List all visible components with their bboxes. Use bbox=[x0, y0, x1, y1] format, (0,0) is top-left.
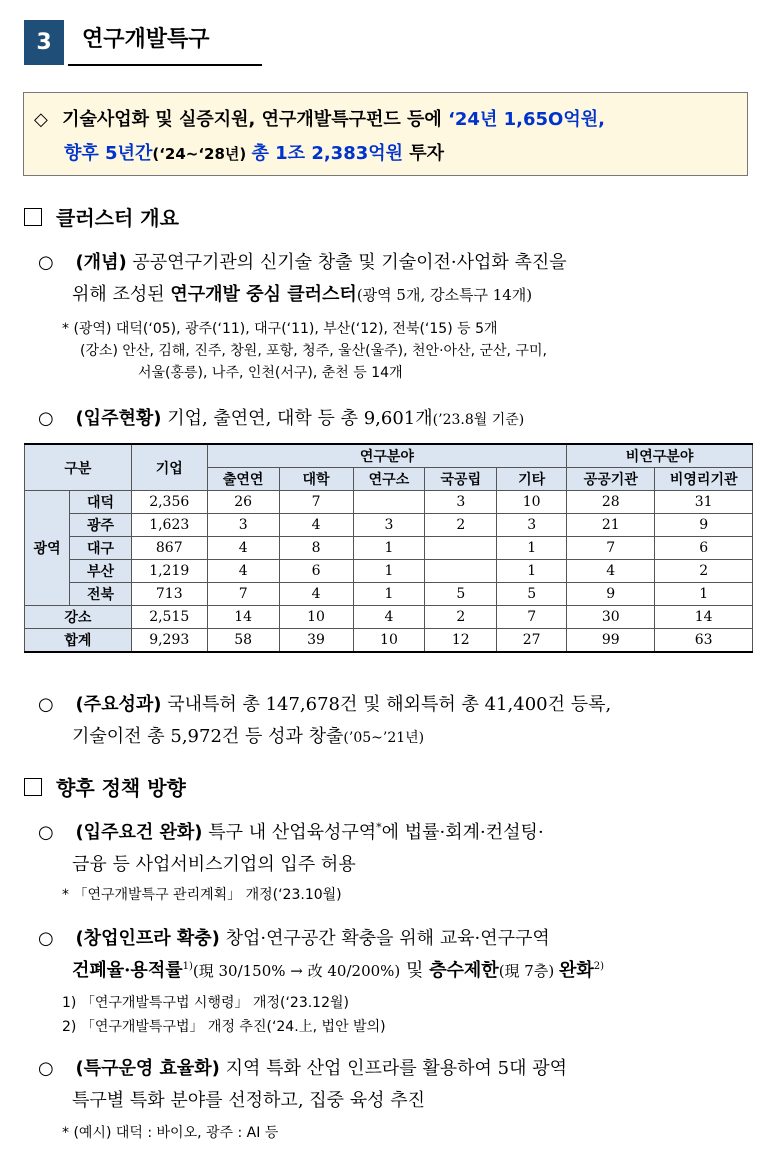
concept-line-1 bbox=[38, 248, 567, 274]
table-cell: 1 bbox=[497, 560, 567, 583]
table-cell: 4 bbox=[567, 560, 655, 583]
summary-text-2d: 투자 bbox=[403, 143, 445, 164]
table-cell: 8 bbox=[279, 537, 353, 560]
circle-bullet-icon: ○ bbox=[38, 252, 54, 273]
table-cell bbox=[425, 560, 497, 583]
section-underline bbox=[68, 64, 262, 66]
policy1-text-1b: 에 법률·회계·컨설팅· bbox=[381, 822, 544, 843]
table-cell: 26 bbox=[207, 491, 279, 514]
achievements-text-2: 기술이전 총 5,972건 등 성과 창출 bbox=[72, 726, 344, 747]
header-nonresearch: 비연구분야 bbox=[567, 444, 753, 468]
policy2-sup2: 2) bbox=[593, 961, 605, 972]
residents-text: 기업, 출연연, 대학 등 총 9,601개 bbox=[161, 408, 433, 429]
table-cell: 2 bbox=[425, 514, 497, 537]
table-cell: 10 bbox=[279, 606, 353, 629]
table-cell: 1 bbox=[655, 583, 753, 606]
concept-text-2c: (광역 5개, 강소특구 14개) bbox=[356, 286, 533, 304]
concept-text-1: 공공연구기관의 신기술 창출 및 기술이전·사업화 촉진을 bbox=[126, 252, 567, 273]
summary-text-2b: (‘24~‘28년) bbox=[152, 145, 252, 163]
summary-box bbox=[23, 92, 748, 176]
table-cell: 5 bbox=[497, 583, 567, 606]
diamond-icon: ◇ bbox=[34, 109, 48, 130]
achievements-line-1 bbox=[38, 690, 611, 716]
policy2-text-2a: 건폐율·용적률 bbox=[72, 960, 183, 981]
table-cell: 14 bbox=[655, 606, 753, 629]
table-cell: 63 bbox=[655, 629, 753, 653]
table-row bbox=[25, 514, 753, 537]
table-cell: 2,515 bbox=[131, 606, 207, 629]
table-cell: 14 bbox=[207, 606, 279, 629]
concept-text-2a: 위해 조성된 bbox=[72, 284, 171, 305]
table-cell: 6 bbox=[279, 560, 353, 583]
table-cell: 1 bbox=[353, 560, 425, 583]
table-row bbox=[25, 583, 753, 606]
overview-heading bbox=[24, 202, 179, 231]
concept-text-2b: 연구개발 중심 클러스터 bbox=[170, 284, 357, 305]
table-cell: 2,356 bbox=[131, 491, 207, 514]
table-cell: 9 bbox=[567, 583, 655, 606]
residents-label: (입주현황) bbox=[75, 408, 162, 429]
concept-label: (개념) bbox=[75, 252, 127, 273]
residents-line bbox=[38, 404, 524, 430]
circle-bullet-icon: ○ bbox=[38, 408, 54, 429]
section-title: 연구개발특구 bbox=[82, 27, 210, 52]
row-label: 전북 bbox=[70, 583, 132, 606]
table-cell: 10 bbox=[497, 491, 567, 514]
resident-stats-table bbox=[24, 443, 753, 653]
table-cell: 31 bbox=[655, 491, 753, 514]
table-cell: 9,293 bbox=[131, 629, 207, 653]
table-cell: 7 bbox=[497, 606, 567, 629]
total-row bbox=[25, 629, 753, 653]
square-icon bbox=[24, 778, 42, 796]
overview-heading-text: 클러스터 개요 bbox=[56, 206, 179, 230]
table-cell: 5 bbox=[425, 583, 497, 606]
table-row bbox=[25, 560, 753, 583]
policy1-line-1 bbox=[38, 818, 544, 844]
policy-heading-text: 향후 정책 방향 bbox=[56, 776, 186, 800]
table-cell: 39 bbox=[279, 629, 353, 653]
table-cell: 6 bbox=[655, 537, 753, 560]
group-label: 광역 bbox=[25, 491, 70, 606]
policy2-line-1 bbox=[38, 924, 550, 950]
table-cell: 713 bbox=[131, 583, 207, 606]
table-cell: 4 bbox=[353, 606, 425, 629]
subheader-cell: 대학 bbox=[279, 468, 353, 491]
table-cell: 99 bbox=[567, 629, 655, 653]
table-cell: 7 bbox=[207, 583, 279, 606]
achievements-text-1: 국내특허 총 147,678건 및 해외특허 총 41,400건 등록, bbox=[161, 694, 612, 715]
section-number: 3 bbox=[24, 20, 64, 65]
square-icon bbox=[24, 208, 42, 226]
policy2-text-2b: (現 30/150% → 改 40/200%) bbox=[192, 962, 401, 980]
table-cell: 4 bbox=[207, 537, 279, 560]
achievements-suffix: (’05~’21년) bbox=[343, 730, 425, 746]
row-label: 대구 bbox=[70, 537, 132, 560]
header-company: 기업 bbox=[131, 444, 207, 491]
policy3-line-1 bbox=[38, 1054, 567, 1080]
policy3-text-1: 지역 특화 산업 인프라를 활용하여 5대 광역 bbox=[219, 1058, 567, 1079]
policy2-text-1: 창업·연구공간 확충을 위해 교육·연구구역 bbox=[219, 928, 550, 949]
summary-text-1b: ‘24년 1,65O억원, bbox=[448, 109, 605, 130]
table-cell: 4 bbox=[207, 560, 279, 583]
policy1-sup: * bbox=[376, 821, 382, 834]
table-cell: 3 bbox=[497, 514, 567, 537]
table-cell: 3 bbox=[353, 514, 425, 537]
policy2-text-2d: 층수제한 bbox=[429, 960, 499, 981]
summary-line-1 bbox=[34, 105, 605, 131]
policy2-label: (창업인프라 확충) bbox=[75, 928, 220, 949]
policy2-text-2c: 및 bbox=[400, 960, 430, 981]
policy2-text-2e: (現 7층) bbox=[498, 962, 559, 980]
table-cell: 2 bbox=[655, 560, 753, 583]
row-label: 부산 bbox=[70, 560, 132, 583]
header-research: 연구분야 bbox=[207, 444, 566, 468]
table-cell bbox=[353, 491, 425, 514]
summary-text-1a: 기술사업화 및 실증지원, 연구개발특구펀드 등에 bbox=[62, 109, 449, 130]
summary-line-2 bbox=[64, 139, 444, 165]
subheader-cell: 연구소 bbox=[353, 468, 425, 491]
table-cell: 9 bbox=[655, 514, 753, 537]
table-cell: 1 bbox=[353, 537, 425, 560]
table-cell: 58 bbox=[207, 629, 279, 653]
achievements-line-2 bbox=[72, 722, 424, 748]
subheader-cell: 기타 bbox=[497, 468, 567, 491]
policy2-line-2 bbox=[72, 956, 604, 982]
achievements-label: (주요성과) bbox=[75, 694, 162, 715]
concept-note-1: * (광역) 대덕(‘05), 광주(‘11), 대구(‘11), 부산(‘12), 전북(‘15) 등 5개 bbox=[62, 321, 498, 337]
table-cell: 7 bbox=[279, 491, 353, 514]
policy1-note: * 「연구개발특구 관리계획」 개정(‘23.10월) bbox=[62, 887, 342, 903]
circle-bullet-icon: ○ bbox=[38, 822, 54, 843]
table-row bbox=[25, 537, 753, 560]
circle-bullet-icon: ○ bbox=[38, 928, 54, 949]
table-cell: 27 bbox=[497, 629, 567, 653]
table-cell: 4 bbox=[279, 514, 353, 537]
policy2-sup1: 1) bbox=[182, 961, 193, 972]
concept-note-3: 서울(홍릉), 나주, 인천(서구), 춘천 등 14개 bbox=[138, 365, 403, 381]
table-cell: 1,623 bbox=[131, 514, 207, 537]
policy2-note-1: 1) 「연구개발특구법 시행령」 개정(‘23.12월) bbox=[62, 995, 349, 1011]
concept-note-2: (강소) 안산, 김해, 진주, 창원, 포항, 청주, 울산(울주), 천안·아산, 군산, 구미, bbox=[80, 343, 547, 359]
policy1-text-1: 특구 내 산업육성구역 bbox=[202, 822, 377, 843]
table-cell: 12 bbox=[425, 629, 497, 653]
table-cell: 21 bbox=[567, 514, 655, 537]
table-cell: 1,219 bbox=[131, 560, 207, 583]
policy1-label: (입주요건 완화) bbox=[75, 822, 203, 843]
circle-bullet-icon: ○ bbox=[38, 1058, 54, 1079]
table-cell: 1 bbox=[497, 537, 567, 560]
table-cell bbox=[425, 537, 497, 560]
policy2-text-2f: 완화 bbox=[558, 960, 594, 981]
table-cell: 7 bbox=[567, 537, 655, 560]
header-gubun: 구분 bbox=[25, 444, 132, 491]
policy3-note: * (예시) 대덕 : 바이오, 광주 : AI 등 bbox=[62, 1125, 279, 1141]
table-row bbox=[25, 491, 753, 514]
policy-heading bbox=[24, 772, 186, 801]
row-label: 합계 bbox=[25, 629, 132, 653]
summary-text-2c: 총 1조 2,383억원 bbox=[251, 143, 404, 164]
concept-line-2 bbox=[72, 280, 532, 306]
table-row bbox=[25, 606, 753, 629]
row-label: 강소 bbox=[25, 606, 132, 629]
table-cell: 4 bbox=[279, 583, 353, 606]
circle-bullet-icon: ○ bbox=[38, 694, 54, 715]
table-cell: 10 bbox=[353, 629, 425, 653]
table-cell: 2 bbox=[425, 606, 497, 629]
subheader-cell: 출연연 bbox=[207, 468, 279, 491]
policy1-line-2: 금융 등 사업서비스기업의 입주 허용 bbox=[72, 854, 356, 875]
policy2-note-2: 2) 「연구개발특구법」 개정 추진(‘24.上, 법안 발의) bbox=[62, 1019, 386, 1035]
table-cell: 1 bbox=[353, 583, 425, 606]
table-cell: 3 bbox=[207, 514, 279, 537]
table-cell: 30 bbox=[567, 606, 655, 629]
table-cell: 867 bbox=[131, 537, 207, 560]
subheader-cell: 국공립 bbox=[425, 468, 497, 491]
subheader-cell: 비영리기관 bbox=[655, 468, 753, 491]
subheader-cell: 공공기관 bbox=[567, 468, 655, 491]
table-cell: 28 bbox=[567, 491, 655, 514]
row-label: 광주 bbox=[70, 514, 132, 537]
summary-text-2a: 향후 5년간 bbox=[64, 143, 153, 164]
table-cell: 3 bbox=[425, 491, 497, 514]
policy3-label: (특구운영 효율화) bbox=[75, 1058, 220, 1079]
residents-suffix: (’23.8월 기준) bbox=[432, 412, 525, 428]
policy3-line-2: 특구별 특화 분야를 선정하고, 집중 육성 추진 bbox=[72, 1090, 426, 1111]
row-label: 대덕 bbox=[70, 491, 132, 514]
